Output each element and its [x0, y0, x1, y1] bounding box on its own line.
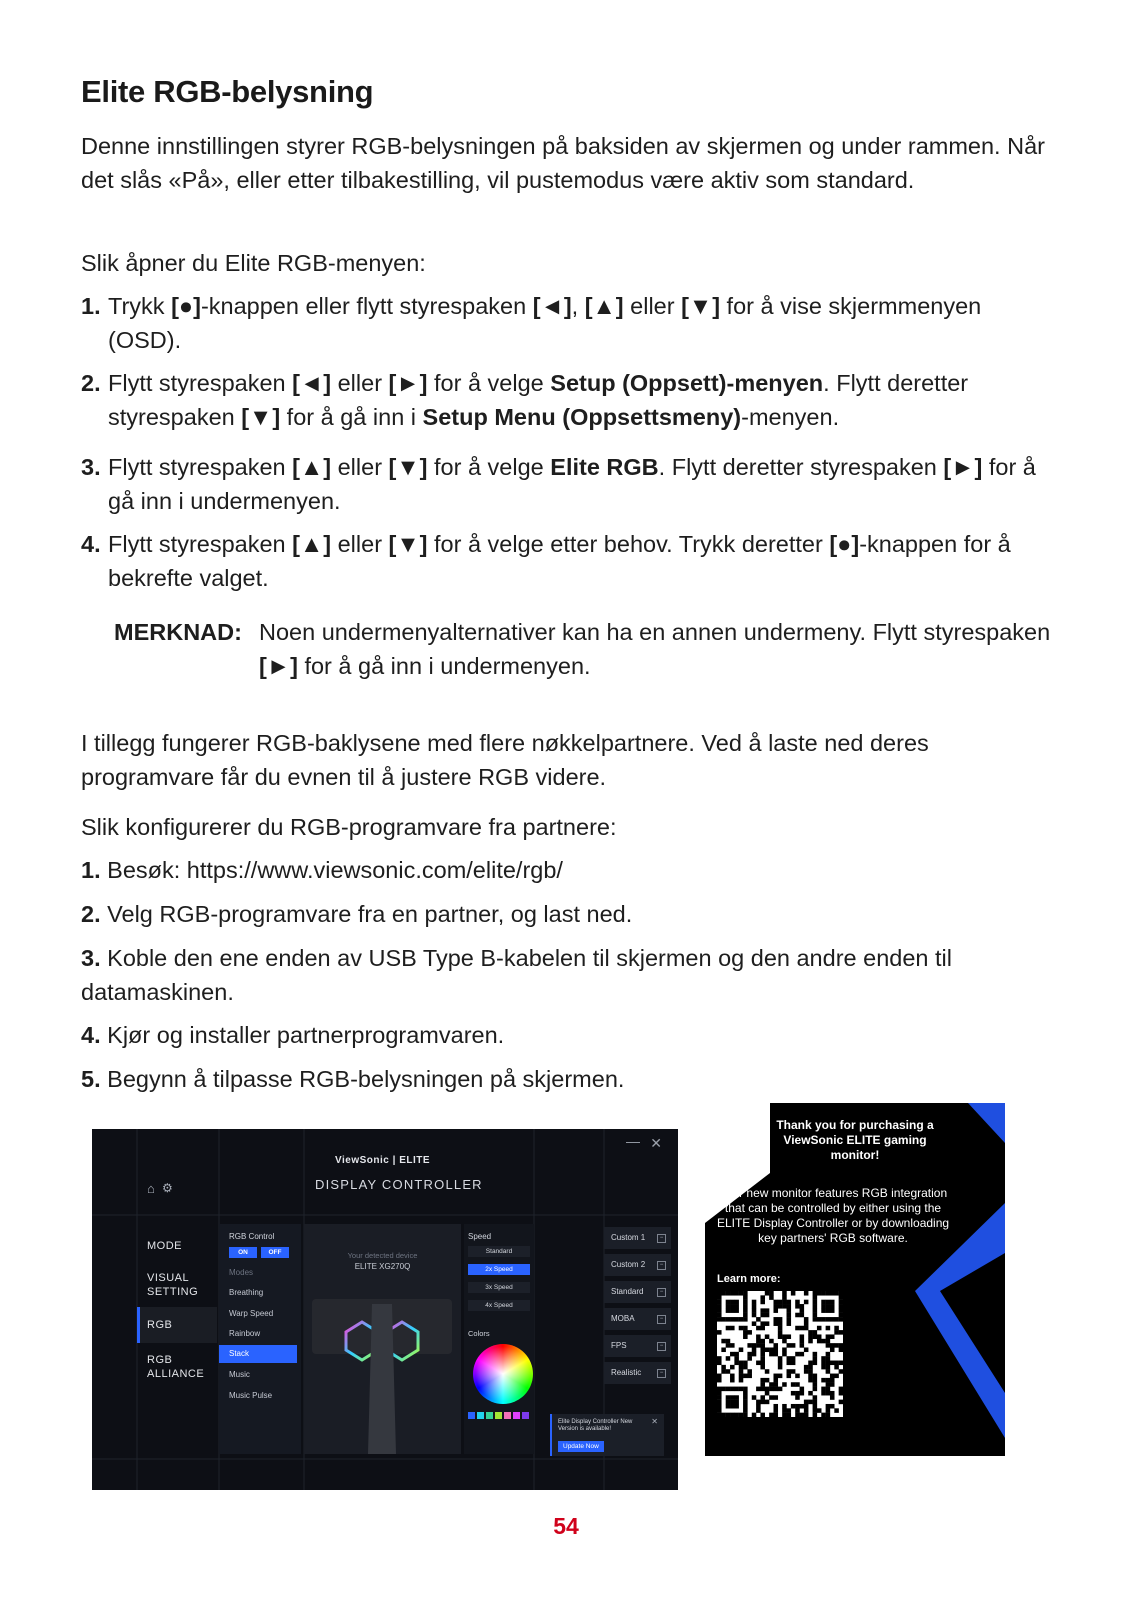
- step-number: 1.: [81, 293, 101, 319]
- bold-term: [◄]: [532, 293, 572, 319]
- bold-term: [▼]: [681, 293, 721, 319]
- minimize-icon[interactable]: —: [626, 1133, 640, 1149]
- speed-3x[interactable]: 3x Speed: [468, 1282, 530, 1293]
- color-swatch[interactable]: [513, 1412, 520, 1419]
- config-step-2: 2. Velg RGB-programvare fra en partner, og last ned.: [81, 901, 633, 927]
- speed-panel: [464, 1224, 534, 1454]
- mode-stack[interactable]: Stack: [219, 1345, 297, 1363]
- step-content: [81, 527, 1056, 595]
- step-number: 3.: [81, 454, 101, 480]
- step-text: -knappen for å bekrefte valget.: [108, 531, 1011, 591]
- step-text: for å velge: [427, 370, 551, 396]
- modes-label: Modes: [229, 1268, 254, 1277]
- nav-rgb[interactable]: RGB: [137, 1307, 217, 1343]
- step-text: for å gå inn i undermenyen.: [297, 653, 591, 679]
- color-swatch[interactable]: [495, 1412, 502, 1419]
- mode-music[interactable]: Music: [229, 1370, 250, 1379]
- config-step-3: 3. Koble den ene enden av USB Type B-kabelen til skjermen og den andre enden til datamaskinen.: [81, 945, 952, 1005]
- config-step-text: Begynn å tilpasse RGB-belysningen på skjermen.: [107, 1066, 625, 1092]
- bold-term: [►]: [259, 653, 298, 679]
- nav-mode[interactable]: MODE: [147, 1240, 182, 1252]
- step-text: -menyen.: [741, 404, 840, 430]
- close-icon[interactable]: ✕: [650, 1135, 662, 1151]
- preset-fps[interactable]: FPS −: [604, 1335, 671, 1357]
- bold-term: [►]: [388, 370, 428, 396]
- step-text: . Flytt deretter styrespaken: [108, 370, 969, 430]
- config-step-4: 4. Kjør og installer partnerprogramvaren.: [81, 1022, 505, 1048]
- learn-more-label: Learn more:: [717, 1273, 781, 1285]
- bold-term: [●]: [171, 293, 201, 319]
- bold-term: Setup Menu (Oppsettsmeny): [422, 404, 742, 430]
- qr-code[interactable]: [717, 1291, 843, 1417]
- device-name: ELITE XG270Q: [354, 1262, 411, 1271]
- color-swatch[interactable]: [477, 1412, 484, 1419]
- detected-device-label: Your detected device: [347, 1251, 418, 1260]
- monitor-illustration: [304, 1224, 461, 1454]
- controller-title: DISPLAY CONTROLLER: [315, 1177, 483, 1192]
- preset-realistic[interactable]: Realistic −: [604, 1362, 671, 1384]
- gear-icon[interactable]: ⚙: [162, 1181, 173, 1195]
- step-text: ,: [571, 293, 585, 319]
- display-controller-screenshot: [92, 1129, 678, 1490]
- configure-heading: Slik konfigurerer du RGB-programvare fra partnere:: [81, 814, 617, 840]
- intro-paragraph: Denne innstillingen styrer RGB-belysningen på baksiden av skjermen og under rammen. Når det slås «På», eller etter tilbakestilling, vil pustemodus være aktiv som standard.: [81, 133, 1045, 193]
- minus-icon[interactable]: −: [657, 1369, 666, 1378]
- config-step-text: Kjør og installer partnerprogramvaren.: [107, 1022, 505, 1048]
- bold-term: [▲]: [292, 531, 332, 557]
- menu-step-3: [81, 450, 1056, 518]
- minus-icon[interactable]: −: [657, 1342, 666, 1351]
- preset-standard[interactable]: Standard −: [604, 1281, 671, 1303]
- step-text: -knappen eller flytt styrespaken: [200, 293, 533, 319]
- bold-term: [►]: [943, 454, 983, 480]
- viewsonic-elite-logo: ViewSonic | ELITE: [335, 1155, 431, 1166]
- card-body: Your new monitor features RGB integration that can be controlled by either using the ELITE Display Controller or by downloading key partners' RGB software.: [716, 1186, 950, 1245]
- step-text: Trykk: [108, 293, 172, 319]
- off-button[interactable]: OFF: [261, 1247, 289, 1258]
- partners-paragraph: I tillegg fungerer RGB-baklysene med flere nøkkelpartnere. Ved å laste ned deres programvare får du evnen til å justere RGB videre.: [81, 730, 929, 790]
- preset-moba[interactable]: MOBA −: [604, 1308, 671, 1330]
- menu-step-1: [81, 289, 1056, 357]
- step-text: eller: [331, 531, 389, 557]
- step-content: [81, 450, 1056, 518]
- page-number: 54: [553, 1513, 579, 1539]
- config-step-1: 1. Besøk: https://www.viewsonic.com/elite/rgb/: [81, 857, 563, 883]
- minus-icon[interactable]: −: [657, 1234, 666, 1243]
- step-text: eller: [331, 370, 389, 396]
- speed-4x[interactable]: 4x Speed: [468, 1300, 530, 1311]
- mode-music-pulse[interactable]: Music Pulse: [229, 1391, 273, 1400]
- update-now-button[interactable]: Update Now: [558, 1441, 604, 1452]
- bold-term: Elite RGB: [550, 454, 659, 480]
- modes-panel: [219, 1224, 301, 1454]
- step-content: [81, 366, 1056, 434]
- bold-term: [◄]: [292, 370, 332, 396]
- bold-term: [●]: [829, 531, 860, 557]
- nav-rgb-alliance[interactable]: RGB ALLIANCE: [147, 1354, 205, 1380]
- color-swatch[interactable]: [522, 1412, 529, 1419]
- step-text: Flytt styrespaken: [108, 454, 293, 480]
- config-step-5: 5. Begynn å tilpasse RGB-belysningen på skjermen.: [81, 1066, 625, 1092]
- qr-code-pattern: [717, 1291, 843, 1417]
- speed-label: Speed: [468, 1232, 492, 1241]
- step-text: eller: [623, 293, 682, 319]
- step-text: Flytt styrespaken: [108, 531, 293, 557]
- open-menu-heading: Slik åpner du Elite RGB-menyen:: [81, 250, 426, 276]
- nav-visual-setting[interactable]: VISUAL SETTING: [147, 1272, 199, 1298]
- speed-standard[interactable]: Standard: [468, 1246, 530, 1257]
- bold-term: Setup (Oppsett)-menyen: [550, 370, 824, 396]
- bold-term: [▼]: [388, 531, 428, 557]
- color-swatch[interactable]: [486, 1412, 493, 1419]
- device-preview: [304, 1224, 461, 1454]
- step-text: Noen undermenyalternativer kan ha en annen undermeny. Flytt styrespaken: [259, 619, 1051, 645]
- minus-icon[interactable]: −: [657, 1288, 666, 1297]
- mode-rainbow[interactable]: Rainbow: [229, 1329, 261, 1338]
- bold-term: [▲]: [292, 454, 332, 480]
- page-title: Elite RGB-belysning: [81, 74, 374, 109]
- note-label: MERKNAD:: [114, 619, 242, 645]
- note-text: [259, 615, 1059, 683]
- card-heading: Thank you for purchasing a ViewSonic ELITE gaming monitor!: [776, 1118, 934, 1162]
- color-swatch[interactable]: [504, 1412, 511, 1419]
- close-icon[interactable]: ✕: [651, 1417, 658, 1426]
- config-step-text: Besøk: https://www.viewsonic.com/elite/rgb/: [107, 857, 563, 883]
- config-step-text: Velg RGB-programvare fra en partner, og last ned.: [107, 901, 633, 927]
- rgb-info-card: [705, 1103, 1005, 1456]
- menu-step-4: [81, 527, 1056, 595]
- colors-label: Colors: [468, 1329, 490, 1338]
- notification-text: Elite Display Controller New Version is available!: [558, 1419, 633, 1432]
- step-text: eller: [331, 454, 389, 480]
- step-content: [81, 289, 1056, 357]
- step-text: Flytt styrespaken: [108, 370, 293, 396]
- speed-2x[interactable]: 2x Speed: [468, 1264, 530, 1275]
- step-number: 4.: [81, 531, 101, 557]
- rgb-control-label: RGB Control: [229, 1232, 275, 1241]
- mode-warp-speed[interactable]: Warp Speed: [229, 1309, 274, 1318]
- preset-custom-2[interactable]: Custom 2 −: [604, 1254, 671, 1276]
- bold-term: [▼]: [241, 404, 281, 430]
- bold-term: [▼]: [388, 454, 428, 480]
- step-text: for å velge etter behov. Trykk deretter: [427, 531, 830, 557]
- update-notification: [550, 1414, 664, 1456]
- minus-icon[interactable]: −: [657, 1315, 666, 1324]
- step-text: for å gå inn i undermenyen.: [108, 454, 1036, 514]
- minus-icon[interactable]: −: [657, 1261, 666, 1270]
- on-button[interactable]: ON: [229, 1247, 257, 1258]
- step-text: for å velge: [427, 454, 551, 480]
- step-text: for å gå inn i: [280, 404, 423, 430]
- color-wheel[interactable]: [473, 1344, 533, 1404]
- home-icon[interactable]: ⌂: [147, 1181, 155, 1196]
- bold-term: [▲]: [584, 293, 624, 319]
- mode-breathing[interactable]: Breathing: [229, 1288, 264, 1297]
- step-text: for å vise skjermmenyen (OSD).: [108, 293, 982, 353]
- step-number: 2.: [81, 370, 101, 396]
- menu-step-2: [81, 366, 1056, 434]
- step-text: . Flytt deretter styrespaken: [658, 454, 944, 480]
- config-step-text: Koble den ene enden av USB Type B-kabelen til skjermen og den andre enden til datamaskinen.: [81, 945, 952, 1005]
- preset-custom-1[interactable]: Custom 1 −: [604, 1227, 671, 1249]
- color-swatch[interactable]: [468, 1412, 475, 1419]
